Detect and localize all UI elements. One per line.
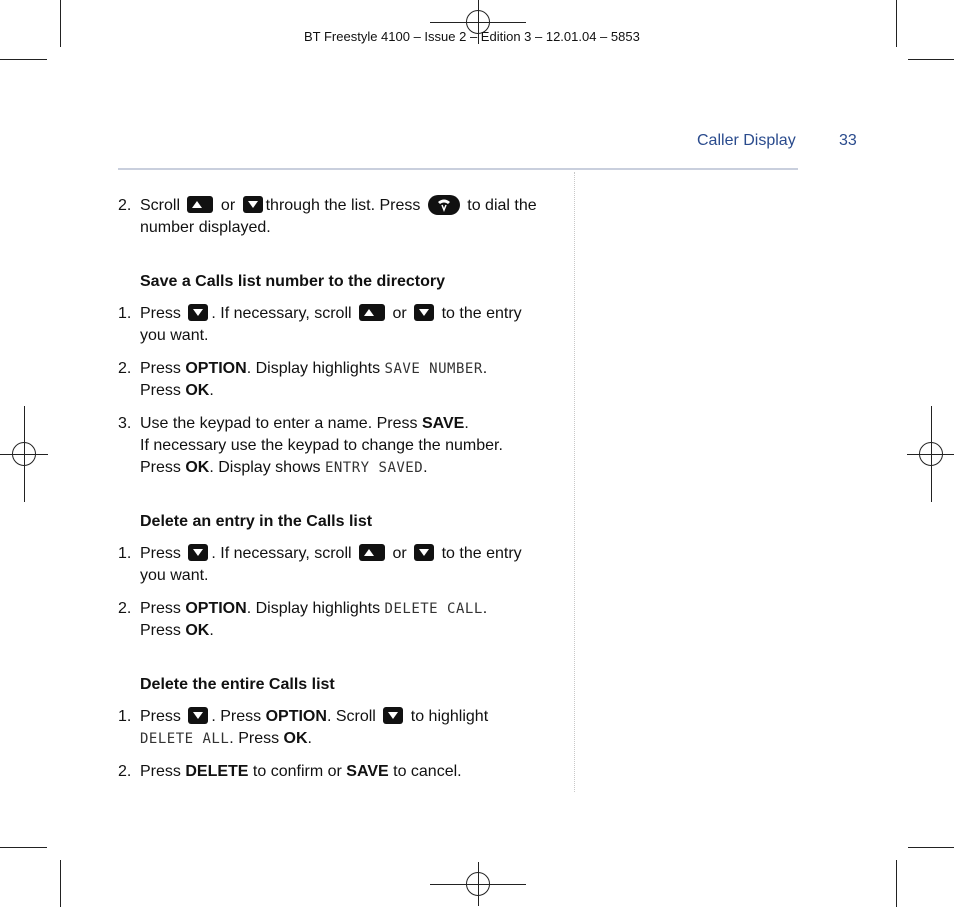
scroll-down-key-icon bbox=[243, 196, 263, 213]
column-divider bbox=[574, 172, 575, 792]
crop-mark bbox=[908, 847, 954, 848]
scroll-up-key-icon bbox=[359, 304, 385, 321]
list-item: 1. Press . Press OPTION. Scroll to highlight DELETE ALL. Press OK. bbox=[118, 708, 489, 747]
list-item: 1. Press . If necessary, scroll or to the entry you want. bbox=[118, 305, 522, 344]
crop-mark bbox=[60, 860, 61, 907]
scroll-up-key-icon bbox=[187, 196, 213, 213]
section-heading: Delete an entry in the Calls list bbox=[140, 513, 373, 530]
crop-mark bbox=[0, 59, 47, 60]
scroll-down-key-icon bbox=[383, 707, 403, 724]
section-heading: Delete the entire Calls list bbox=[140, 676, 335, 693]
print-slug: BT Freestyle 4100 – Issue 2 – Edition 3 – 12.01.04 – 5853 bbox=[304, 29, 640, 44]
list-item: 2. Scroll or through the list. Press to dial the number displayed. bbox=[118, 197, 537, 236]
running-head: Caller Display bbox=[697, 132, 796, 149]
scroll-down-key-icon bbox=[414, 544, 434, 561]
header-rule bbox=[118, 168, 798, 170]
display-text: SAVE NUMBER bbox=[384, 361, 483, 377]
page-number: 33 bbox=[839, 132, 857, 149]
scroll-down-key-icon bbox=[414, 304, 434, 321]
section-heading: Save a Calls list number to the directory bbox=[140, 273, 445, 290]
scroll-down-key-icon bbox=[188, 707, 208, 724]
crop-mark bbox=[0, 847, 47, 848]
list-item: 2. Press OPTION. Display highlights DELETE CALL. Press OK. bbox=[118, 600, 488, 639]
crop-mark bbox=[896, 0, 897, 47]
list-item: 1. Press . If necessary, scroll or to the entry you want. bbox=[118, 545, 522, 584]
talk-key-icon bbox=[428, 195, 460, 215]
list-item: 3. Use the keypad to enter a name. Press SAVE. If necessary use the keypad to change the number. Press OK. Display shows ENTRY SAVED. bbox=[118, 415, 503, 476]
scroll-up-key-icon bbox=[359, 544, 385, 561]
scroll-down-key-icon bbox=[188, 544, 208, 561]
crop-mark bbox=[908, 59, 954, 60]
display-text: ENTRY SAVED bbox=[324, 460, 424, 476]
crop-mark bbox=[60, 0, 61, 47]
list-item: 2. Press OPTION. Display highlights SAVE NUMBER. Press OK. bbox=[118, 360, 488, 399]
main-content bbox=[118, 195, 558, 783]
list-item: 2. Press DELETE to confirm or SAVE to cancel. bbox=[118, 763, 462, 780]
display-text: DELETE CALL bbox=[384, 601, 483, 617]
scroll-down-key-icon bbox=[188, 304, 208, 321]
display-text: DELETE ALL bbox=[140, 731, 230, 747]
crop-mark bbox=[896, 860, 897, 907]
